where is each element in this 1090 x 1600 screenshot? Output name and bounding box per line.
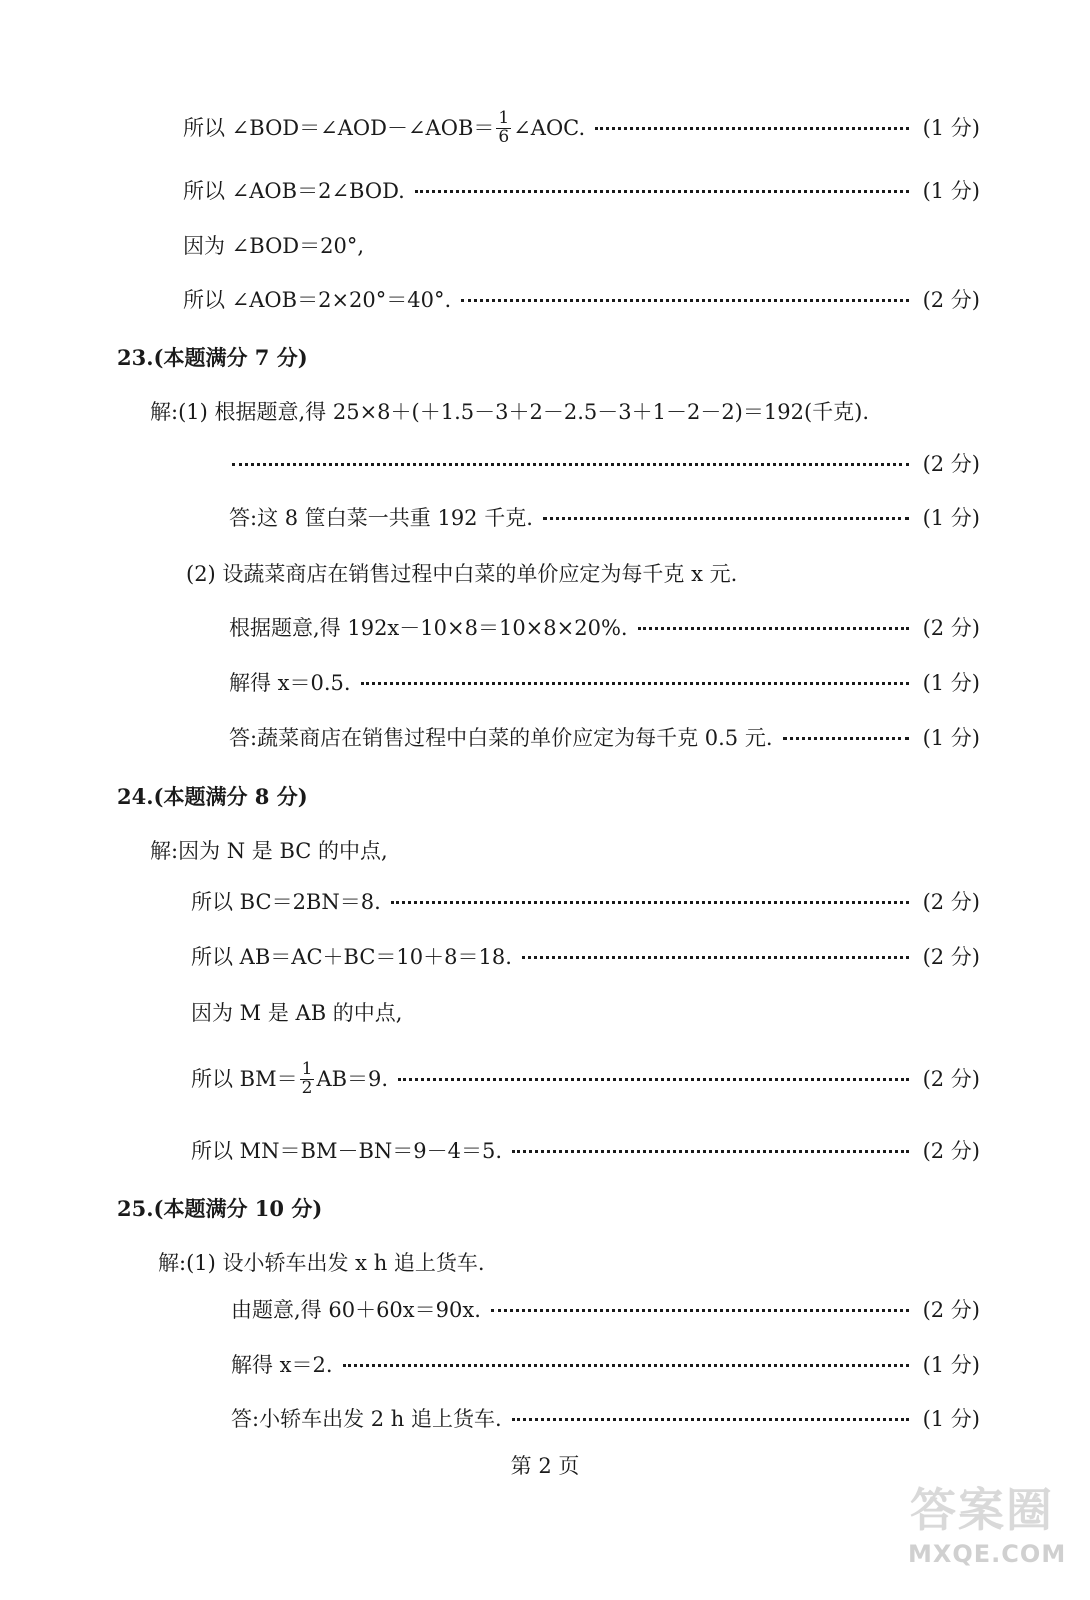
score-label: (1 分) (922, 670, 980, 695)
q22-line-1-text: 所以 ∠BOD＝∠AOD－∠AOB＝ (183, 115, 495, 140)
q22-line-3-text: 因为 ∠BOD＝20°, (183, 233, 365, 258)
dot-leader (512, 1418, 909, 1421)
page-number: 第 2 页 (510, 1454, 580, 1478)
dot-leader (543, 517, 909, 520)
q25-line-3-text: 解得 x＝2. (231, 1352, 333, 1377)
watermark-logo-mark: 答案圈 (910, 1483, 1054, 1537)
score-label: (2 分) (922, 451, 980, 476)
q23-part2-equation (229, 613, 980, 643)
score-label: (2 分) (922, 287, 980, 312)
dot-leader (361, 682, 909, 685)
q25-header (117, 1193, 517, 1223)
q22-line-2-text: 所以 ∠AOB＝2∠BOD. (183, 178, 405, 203)
q25-line-1 (158, 1248, 980, 1278)
score-label: (1 分) (922, 115, 980, 140)
score-label: (2 分) (922, 1297, 980, 1322)
fraction-numerator: 1 (301, 1058, 313, 1079)
fraction-denominator: 6 (498, 126, 510, 147)
question-header-text: 25.(本题满分 10 分) (117, 1195, 323, 1221)
q22-line-1 (183, 106, 980, 150)
fraction-one-half (300, 1058, 315, 1098)
dot-leader (343, 1364, 909, 1367)
q23-part2-solve-text: 解得 x＝0.5. (229, 670, 351, 695)
q23-part2-answer (229, 723, 980, 753)
fraction-one-sixth (496, 107, 511, 147)
q24-line-5 (191, 1055, 980, 1103)
score-label: (1 分) (922, 1406, 980, 1431)
q25-line-4-text: 答:小轿车出发 2 h 追上货车. (231, 1406, 502, 1431)
score-label: (1 分) (922, 725, 980, 750)
q24-line-2 (191, 887, 980, 917)
q24-line-1-text: 解:因为 N 是 BC 的中点, (150, 838, 388, 863)
dot-leader (415, 190, 909, 193)
q22-line-2 (183, 176, 980, 206)
score-label: (2 分) (922, 1066, 980, 1091)
dot-leader (512, 1150, 909, 1153)
q24-line-5-text-end: AB＝9. (316, 1066, 389, 1091)
score-label: (1 分) (922, 178, 980, 203)
watermark-site-text: MXQE.COM (908, 1540, 1067, 1568)
question-header-text: 24.(本题满分 8 分) (117, 783, 308, 809)
q24-line-2-text: 所以 BC＝2BN＝8. (191, 889, 381, 914)
q24-line-4-text: 因为 M 是 AB 的中点, (191, 1000, 403, 1025)
q25-line-2-text: 由题意,得 60＋60x＝90x. (231, 1297, 481, 1322)
score-label: (1 分) (922, 1352, 980, 1377)
dot-leader (595, 127, 908, 130)
q24-line-4 (191, 998, 980, 1028)
q22-line-4-text: 所以 ∠AOB＝2×20°＝40°. (183, 287, 452, 312)
score-label: (2 分) (922, 944, 980, 969)
q23-part1-answer-text: 答:这 8 筐白菜一共重 192 千克. (229, 505, 533, 530)
q22-line-3 (183, 231, 980, 261)
watermark-logo (900, 1470, 1070, 1580)
q23-part1-answer (229, 503, 980, 533)
q22-line-4 (183, 285, 980, 315)
q24-line-6 (191, 1136, 980, 1166)
q23-part2-solve (229, 668, 980, 698)
q23-part1-text: 解:(1) 根据题意,得 25×8＋(＋1.5－3＋2－2.5－3＋1－2－2)＝192(千克). (150, 399, 870, 424)
q25-line-3 (231, 1350, 980, 1380)
q23-part2-answer-text: 答:蔬菜商店在销售过程中白菜的单价应定为每千克 0.5 元. (229, 725, 773, 750)
dot-leader (783, 737, 909, 740)
q23-part2-text: (2) 设蔬菜商店在销售过程中白菜的单价应定为每千克 x 元. (186, 561, 738, 586)
q24-line-1 (150, 836, 980, 866)
dot-leader (461, 299, 908, 302)
fraction-numerator: 1 (498, 107, 510, 128)
q23-part2 (186, 559, 980, 589)
q24-line-6-text: 所以 MN＝BM－BN＝9－4＝5. (191, 1138, 503, 1163)
dot-leader (398, 1078, 908, 1081)
q23-part1 (150, 397, 980, 427)
score-label: (2 分) (922, 889, 980, 914)
q24-line-3-text: 所以 AB＝AC＋BC＝10＋8＝18. (191, 944, 512, 969)
dot-leader (522, 956, 909, 959)
q25-line-2 (231, 1295, 980, 1325)
q23-header (117, 342, 517, 372)
question-header-text: 23.(本题满分 7 分) (117, 344, 308, 370)
q24-line-5-text: 所以 BM＝ (191, 1066, 298, 1091)
q25-line-4 (231, 1404, 980, 1434)
dot-leader (232, 463, 909, 466)
dot-leader (638, 627, 909, 630)
q24-line-3 (191, 942, 980, 972)
score-label: (2 分) (922, 615, 980, 640)
dot-leader (391, 901, 909, 904)
dot-leader (491, 1309, 909, 1312)
q24-header (117, 781, 517, 811)
q23-part1-score-line (232, 449, 980, 479)
q23-part2-equation-text: 根据题意,得 192x－10×8＝10×8×20%. (229, 615, 628, 640)
score-label: (1 分) (922, 505, 980, 530)
q25-line-1-text: 解:(1) 设小轿车出发 x h 追上货车. (158, 1250, 485, 1275)
score-label: (2 分) (922, 1138, 980, 1163)
q22-line-1-text-end: ∠AOC. (513, 115, 586, 140)
fraction-denominator: 2 (301, 1077, 313, 1098)
